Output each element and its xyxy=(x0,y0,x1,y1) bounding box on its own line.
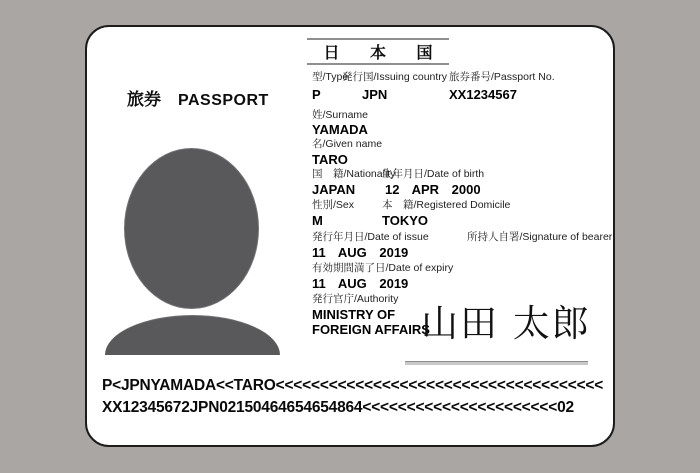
issuing-country-label: 発行国/Issuing country xyxy=(342,71,448,83)
given-name-value: TARO xyxy=(312,152,348,167)
sex-label: 性別/Sex xyxy=(312,199,355,211)
signature-line xyxy=(405,361,588,365)
authority-value-line2: FOREIGN AFFAIRS xyxy=(312,322,430,337)
surname-value: YAMADA xyxy=(312,122,368,137)
date-of-expiry-value: 11 AUG 2019 xyxy=(312,276,409,291)
registered-domicile-label: 本 籍/Registered Domicile xyxy=(382,199,511,211)
given-name-label: 名/Given name xyxy=(312,138,383,150)
passport-title xyxy=(127,85,269,110)
date-of-birth-value: 12 APR 2000 xyxy=(385,182,481,197)
mrz-line-1: P<JPNYAMADA<<TARO<<<<<<<<<<<<<<<<<<<<<<<<<<<<<<<<<<<<< xyxy=(102,377,604,394)
country-title: 日 本 国 xyxy=(323,45,446,62)
passport-label-en: PASSPORT xyxy=(178,92,269,109)
registered-domicile-value: TOKYO xyxy=(382,213,428,228)
date-of-birth-label: 生年月日/Date of birth xyxy=(382,168,485,180)
bearer-signature: 山田 太郎 xyxy=(421,302,591,345)
date-of-issue-value: 11 AUG 2019 xyxy=(312,245,409,260)
passport-no-value: XX1234567 xyxy=(449,87,517,102)
person-silhouette-shoulders xyxy=(105,315,280,355)
photo-placeholder xyxy=(105,135,280,355)
passport-label-jp: 旅券 xyxy=(127,90,161,109)
signature-of-bearer-label: 所持人自署/Signature of bearer xyxy=(467,231,613,243)
date-of-issue-label: 発行年月日/Date of issue xyxy=(312,231,429,243)
type-label: 型/Type xyxy=(312,71,349,83)
nationality-value: JAPAN xyxy=(312,182,356,197)
authority-value-line1: MINISTRY OF xyxy=(312,307,396,322)
date-of-expiry-label: 有効期間満了日/Date of expiry xyxy=(312,262,454,274)
person-silhouette-icon xyxy=(124,148,259,309)
mrz-line-2: XX12345672JPN02150464654654864<<<<<<<<<<<<<<<<<<<<<<02 xyxy=(102,399,574,416)
nationality-label: 国 籍/Nationality xyxy=(312,168,396,180)
passport-page xyxy=(85,25,615,447)
passport-no-label: 旅券番号/Passport No. xyxy=(449,71,555,83)
mrz-block xyxy=(102,375,607,419)
country-title-box xyxy=(307,38,449,65)
surname-label: 姓/Surname xyxy=(312,109,369,121)
issuing-country-value: JPN xyxy=(362,87,388,102)
type-value: P xyxy=(312,87,321,102)
sex-value: M xyxy=(312,213,323,228)
authority-label: 発行官庁/Authority xyxy=(312,293,399,305)
